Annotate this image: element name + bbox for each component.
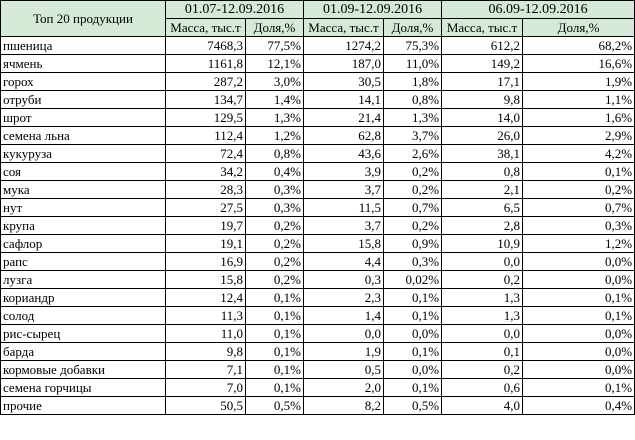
product-name-cell: лузга xyxy=(1,271,166,289)
mass-cell: 11,0 xyxy=(166,325,246,343)
share-cell: 0,1% xyxy=(384,307,442,325)
share-cell: 1,9% xyxy=(523,73,635,91)
table-row xyxy=(1,307,635,325)
share-header-1: Доля,% xyxy=(246,19,304,37)
mass-cell: 14,0 xyxy=(442,109,523,127)
mass-header-3: Масса, тыс.т xyxy=(442,19,523,37)
share-header-2: Доля,% xyxy=(384,19,442,37)
mass-header-1: Масса, тыс.т xyxy=(166,19,246,37)
product-name-cell: семена горчицы xyxy=(1,379,166,397)
mass-cell: 27,5 xyxy=(166,199,246,217)
mass-cell: 9,8 xyxy=(166,343,246,361)
share-cell: 3,7% xyxy=(384,127,442,145)
share-cell: 2,6% xyxy=(384,145,442,163)
share-cell: 0,3% xyxy=(246,181,304,199)
mass-cell: 1,3 xyxy=(442,289,523,307)
mass-cell: 3,7 xyxy=(304,181,384,199)
share-cell: 0,3% xyxy=(523,217,635,235)
mass-cell: 11,5 xyxy=(304,199,384,217)
mass-cell: 0,0 xyxy=(304,325,384,343)
header-row-periods xyxy=(1,1,635,19)
mass-cell: 15,8 xyxy=(304,235,384,253)
share-cell: 0,1% xyxy=(246,325,304,343)
table-row xyxy=(1,289,635,307)
share-cell: 0,2% xyxy=(384,181,442,199)
table-row xyxy=(1,235,635,253)
product-name-cell: шрот xyxy=(1,109,166,127)
mass-cell: 0,0 xyxy=(442,253,523,271)
product-name-cell: солод xyxy=(1,307,166,325)
share-cell: 0,0% xyxy=(523,253,635,271)
share-cell: 0,1% xyxy=(384,343,442,361)
product-name-cell: ячмень xyxy=(1,55,166,73)
share-cell: 0,0% xyxy=(384,361,442,379)
share-cell: 0,1% xyxy=(246,307,304,325)
mass-cell: 0,1 xyxy=(442,343,523,361)
product-name-cell: рапс xyxy=(1,253,166,271)
table-row xyxy=(1,55,635,73)
mass-cell: 15,8 xyxy=(166,271,246,289)
table-row xyxy=(1,91,635,109)
share-cell: 68,2% xyxy=(523,37,635,55)
share-cell: 12,1% xyxy=(246,55,304,73)
product-name-cell: соя xyxy=(1,163,166,181)
mass-cell: 0,8 xyxy=(442,163,523,181)
product-name-cell: крупа xyxy=(1,217,166,235)
mass-cell: 21,4 xyxy=(304,109,384,127)
table-row xyxy=(1,217,635,235)
mass-cell: 1,4 xyxy=(304,307,384,325)
mass-cell: 7,0 xyxy=(166,379,246,397)
share-cell: 4,2% xyxy=(523,145,635,163)
mass-cell: 2,8 xyxy=(442,217,523,235)
share-cell: 0,7% xyxy=(523,199,635,217)
mass-cell: 4,4 xyxy=(304,253,384,271)
share-cell: 0,9% xyxy=(384,235,442,253)
mass-cell: 2,0 xyxy=(304,379,384,397)
share-cell: 0,1% xyxy=(384,379,442,397)
share-cell: 0,5% xyxy=(384,397,442,415)
mass-cell: 17,1 xyxy=(442,73,523,91)
mass-cell: 72,4 xyxy=(166,145,246,163)
share-cell: 0,1% xyxy=(523,307,635,325)
share-cell: 0,2% xyxy=(246,235,304,253)
product-name-cell: рис-сырец xyxy=(1,325,166,343)
share-cell: 1,4% xyxy=(246,91,304,109)
mass-cell: 2,3 xyxy=(304,289,384,307)
mass-cell: 0,6 xyxy=(442,379,523,397)
share-cell: 0,0% xyxy=(523,343,635,361)
mass-cell: 0,3 xyxy=(304,271,384,289)
share-cell: 0,4% xyxy=(246,163,304,181)
mass-cell: 2,1 xyxy=(442,181,523,199)
share-cell: 0,4% xyxy=(523,397,635,415)
table-row xyxy=(1,325,635,343)
share-cell: 0,2% xyxy=(384,217,442,235)
mass-cell: 1274,2 xyxy=(304,37,384,55)
share-cell: 0,8% xyxy=(246,145,304,163)
share-cell: 1,6% xyxy=(523,109,635,127)
mass-cell: 10,9 xyxy=(442,235,523,253)
share-cell: 1,1% xyxy=(523,91,635,109)
share-cell: 75,3% xyxy=(384,37,442,55)
mass-cell: 50,5 xyxy=(166,397,246,415)
product-name-cell: горох xyxy=(1,73,166,91)
mass-cell: 0,0 xyxy=(442,325,523,343)
product-name-cell: кормовые добавки xyxy=(1,361,166,379)
mass-cell: 34,2 xyxy=(166,163,246,181)
table-row xyxy=(1,145,635,163)
share-cell: 2,9% xyxy=(523,127,635,145)
product-name-cell: семена льна xyxy=(1,127,166,145)
share-cell: 3,0% xyxy=(246,73,304,91)
mass-cell: 1161,8 xyxy=(166,55,246,73)
share-cell: 0,8% xyxy=(384,91,442,109)
mass-cell: 149,2 xyxy=(442,55,523,73)
table-row xyxy=(1,37,635,55)
share-cell: 0,0% xyxy=(384,325,442,343)
share-cell: 0,1% xyxy=(246,289,304,307)
period-header-1: 01.07-12.09.2016 xyxy=(166,1,304,19)
share-cell: 1,3% xyxy=(246,109,304,127)
mass-cell: 30,5 xyxy=(304,73,384,91)
share-cell: 0,2% xyxy=(246,253,304,271)
table-row xyxy=(1,109,635,127)
mass-cell: 12,4 xyxy=(166,289,246,307)
share-cell: 0,7% xyxy=(384,199,442,217)
mass-cell: 11,3 xyxy=(166,307,246,325)
share-cell: 0,1% xyxy=(523,379,635,397)
share-cell: 0,1% xyxy=(384,289,442,307)
mass-cell: 0,2 xyxy=(442,361,523,379)
share-cell: 0,2% xyxy=(523,181,635,199)
share-cell: 0,3% xyxy=(384,253,442,271)
share-cell: 0,0% xyxy=(523,325,635,343)
table-body xyxy=(1,37,635,415)
mass-cell: 134,7 xyxy=(166,91,246,109)
product-name-cell: прочие xyxy=(1,397,166,415)
mass-cell: 9,8 xyxy=(442,91,523,109)
product-name-cell: отруби xyxy=(1,91,166,109)
table-row xyxy=(1,199,635,217)
share-cell: 1,3% xyxy=(384,109,442,127)
share-cell: 0,2% xyxy=(384,163,442,181)
mass-cell: 19,1 xyxy=(166,235,246,253)
mass-cell: 7468,3 xyxy=(166,37,246,55)
mass-cell: 3,7 xyxy=(304,217,384,235)
mass-cell: 62,8 xyxy=(304,127,384,145)
mass-cell: 1,9 xyxy=(304,343,384,361)
share-cell: 0,2% xyxy=(246,271,304,289)
table-row xyxy=(1,271,635,289)
mass-cell: 3,9 xyxy=(304,163,384,181)
period-header-2: 01.09-12.09.2016 xyxy=(304,1,442,19)
share-cell: 0,3% xyxy=(246,199,304,217)
table-row xyxy=(1,253,635,271)
share-cell: 0,1% xyxy=(246,379,304,397)
share-cell: 0,0% xyxy=(523,271,635,289)
corner-header: Топ 20 продукции xyxy=(1,1,166,37)
period-header-3: 06.09-12.09.2016 xyxy=(442,1,635,19)
table-row xyxy=(1,397,635,415)
mass-cell: 14,1 xyxy=(304,91,384,109)
product-name-cell: мука xyxy=(1,181,166,199)
mass-cell: 6,5 xyxy=(442,199,523,217)
mass-cell: 38,1 xyxy=(442,145,523,163)
product-name-cell: нут xyxy=(1,199,166,217)
share-cell: 0,1% xyxy=(246,361,304,379)
mass-cell: 129,5 xyxy=(166,109,246,127)
product-name-cell: барда xyxy=(1,343,166,361)
mass-cell: 7,1 xyxy=(166,361,246,379)
share-cell: 11,0% xyxy=(384,55,442,73)
mass-cell: 26,0 xyxy=(442,127,523,145)
table-row xyxy=(1,379,635,397)
table-row xyxy=(1,73,635,91)
mass-cell: 16,9 xyxy=(166,253,246,271)
mass-cell: 0,2 xyxy=(442,271,523,289)
share-cell: 0,0% xyxy=(523,361,635,379)
share-cell: 1,8% xyxy=(384,73,442,91)
mass-cell: 19,7 xyxy=(166,217,246,235)
mass-cell: 1,3 xyxy=(442,307,523,325)
mass-cell: 43,6 xyxy=(304,145,384,163)
share-cell: 16,6% xyxy=(523,55,635,73)
mass-cell: 8,2 xyxy=(304,397,384,415)
share-cell: 0,02% xyxy=(384,271,442,289)
mass-cell: 287,2 xyxy=(166,73,246,91)
table-row xyxy=(1,361,635,379)
mass-cell: 28,3 xyxy=(166,181,246,199)
share-header-3: Доля,% xyxy=(523,19,635,37)
table-row xyxy=(1,343,635,361)
mass-cell: 612,2 xyxy=(442,37,523,55)
share-cell: 0,1% xyxy=(246,343,304,361)
share-cell: 77,5% xyxy=(246,37,304,55)
share-cell: 0,5% xyxy=(246,397,304,415)
product-name-cell: сафлор xyxy=(1,235,166,253)
share-cell: 1,2% xyxy=(523,235,635,253)
mass-cell: 0,5 xyxy=(304,361,384,379)
mass-header-2: Масса, тыс.т xyxy=(304,19,384,37)
mass-cell: 4,0 xyxy=(442,397,523,415)
share-cell: 0,1% xyxy=(523,289,635,307)
share-cell: 0,1% xyxy=(523,163,635,181)
mass-cell: 112,4 xyxy=(166,127,246,145)
table-row xyxy=(1,181,635,199)
product-name-cell: пшеница xyxy=(1,37,166,55)
share-cell: 0,2% xyxy=(246,217,304,235)
table-row xyxy=(1,127,635,145)
share-cell: 1,2% xyxy=(246,127,304,145)
product-name-cell: кориандр xyxy=(1,289,166,307)
table-row xyxy=(1,163,635,181)
product-name-cell: кукуруза xyxy=(1,145,166,163)
mass-cell: 187,0 xyxy=(304,55,384,73)
